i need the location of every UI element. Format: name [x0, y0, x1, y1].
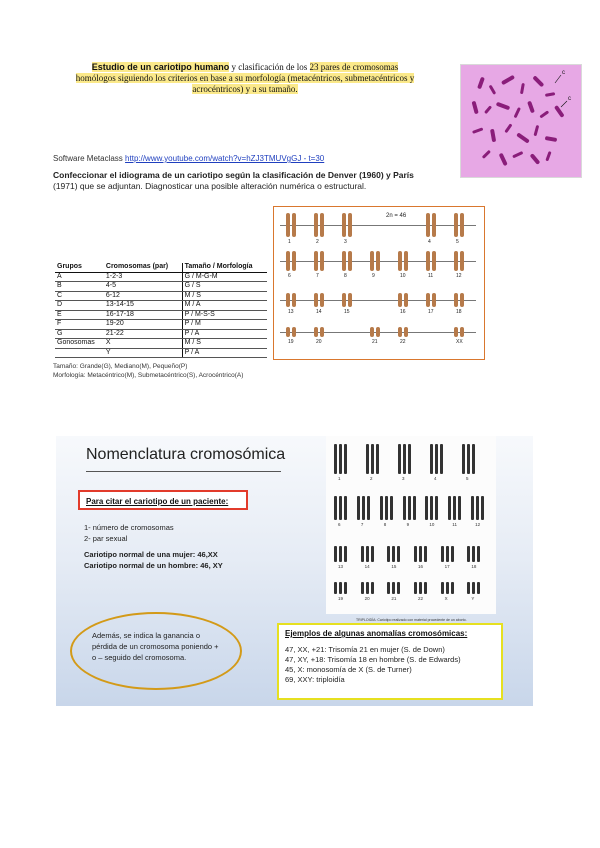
- chromosome-number: 14: [316, 309, 322, 315]
- chromosome: [414, 582, 417, 594]
- chromosome: [292, 327, 296, 337]
- chromosome: [454, 213, 458, 237]
- chromosome: [390, 496, 393, 520]
- chromosome-number: 13: [288, 309, 294, 315]
- chromosome: [453, 496, 456, 520]
- chromosome-number: 9: [372, 273, 375, 279]
- instructions-rest: (1971) que se adjuntan. Diagnosticar una posible alteración numérica o estructural.: [53, 181, 367, 191]
- chromosome-number: 7: [360, 522, 364, 527]
- chromosome-number: 5: [456, 239, 459, 245]
- chromosome-number: Y: [471, 596, 475, 601]
- chromosome: [286, 293, 290, 307]
- list-item: 47, XY, +18: Trisomía 18 en hombre (S. de Edwards): [285, 655, 461, 664]
- chromosome: [314, 251, 318, 271]
- chromosome: [446, 546, 449, 562]
- chromosome-number: 18: [471, 564, 477, 569]
- table-header: Grupos: [55, 263, 104, 272]
- chromosome: [451, 582, 454, 594]
- table-header: Cromosomas (par): [104, 263, 182, 272]
- table-row: [55, 310, 267, 320]
- table-row: [55, 291, 267, 301]
- chromosome: [286, 213, 290, 237]
- table-cell: B: [55, 282, 104, 292]
- table-cell: 21-22: [104, 329, 182, 339]
- chromosome: [414, 546, 417, 562]
- normal-male: Cariotipo normal de un hombre: 46, XY: [84, 561, 223, 570]
- chromosome: [398, 444, 401, 474]
- software-line: [53, 154, 324, 163]
- chromosome-number: 19: [338, 596, 344, 601]
- chromosome: [371, 582, 374, 594]
- table-row: [55, 282, 267, 292]
- chromosome: [370, 327, 374, 337]
- table-cell: 6-12: [104, 291, 182, 301]
- normal-female: Cariotipo normal de una mujer: 46,XX: [84, 550, 218, 559]
- chromosome: [370, 251, 374, 271]
- chromosome: [454, 293, 458, 307]
- chromosome-number: 6: [338, 522, 341, 527]
- chromosome: [292, 251, 296, 271]
- chromosome: [344, 582, 347, 594]
- chromosome: [362, 496, 365, 520]
- list-item: 1- número de cromosomas: [84, 523, 174, 532]
- svg-text:c: c: [568, 96, 571, 102]
- title-underline: [86, 471, 281, 472]
- table-cell: Y: [104, 348, 182, 358]
- table-cell: P / M-S-S: [182, 310, 267, 320]
- chromosome-number: 3: [402, 476, 405, 481]
- table-cell: Gonosomas: [55, 339, 104, 349]
- chromosome: [371, 546, 374, 562]
- chromosome: [334, 444, 337, 474]
- table-row: [55, 339, 267, 349]
- chromosome: [460, 327, 464, 337]
- chromosome: [408, 496, 411, 520]
- chromosome: [392, 546, 395, 562]
- chromosome: [398, 327, 402, 337]
- list-item: 47, XX, +21: Trisomía 21 en mujer (S. de Down): [285, 645, 445, 654]
- chromosome-number: 4: [428, 239, 431, 245]
- table-row: [55, 329, 267, 339]
- chromosome: [286, 327, 290, 337]
- chromosome: [408, 444, 411, 474]
- chromosome: [380, 496, 383, 520]
- instructions: [53, 170, 453, 192]
- table-row: [55, 301, 267, 311]
- chromosome: [476, 496, 479, 520]
- chromosome-number: 20: [316, 339, 322, 345]
- chromosome-number: 2: [370, 476, 373, 481]
- chromosome: [432, 293, 436, 307]
- chromosome: [339, 546, 342, 562]
- table-cell: M / S: [182, 339, 267, 349]
- chromosome: [339, 444, 342, 474]
- chromosome: [366, 546, 369, 562]
- chromosome: [357, 496, 360, 520]
- chromosome: [344, 546, 347, 562]
- chromosome: [472, 546, 475, 562]
- legend-morphology: Morfología: Metacéntrico(M), Submetacéntrico(S), Acrocéntrico(A): [53, 372, 244, 379]
- chromosome-number: 9: [406, 522, 410, 527]
- chromosome: [441, 582, 444, 594]
- list-item: 2- par sexual: [84, 534, 128, 543]
- table-legend: [53, 362, 243, 380]
- chromosome: [454, 251, 458, 271]
- chromosome: [334, 582, 337, 594]
- list-item: 45, X: monosomía de X (S. de Turner): [285, 665, 412, 674]
- chromosome: [398, 293, 402, 307]
- chromosome-number: 19: [288, 339, 294, 345]
- table-cell: P / A: [182, 348, 267, 358]
- chromosome: [454, 327, 458, 337]
- oval-note-text: Además, se indica la ganancia o pérdida de un cromosoma poniendo + o – seguido del cromosoma.: [92, 631, 219, 662]
- chromosome: [320, 293, 324, 307]
- chromosome: [376, 251, 380, 271]
- chromosome: [385, 496, 388, 520]
- chromosome: [387, 546, 390, 562]
- table-cell: C: [55, 291, 104, 301]
- chromosome-number: 15: [391, 564, 397, 569]
- chromosome: [446, 582, 449, 594]
- chromosome: [460, 293, 464, 307]
- chromosome-number: 21: [391, 596, 397, 601]
- chromosome-number: 3: [344, 239, 347, 245]
- chromosome-number: 15: [344, 309, 350, 315]
- chromosome-number: 1: [288, 239, 291, 245]
- chromosome: [471, 496, 474, 520]
- legend-size: Tamaño: Grande(G), Mediano(M), Pequeño(P): [53, 363, 188, 370]
- table-cell: 13-14-15: [104, 301, 182, 311]
- table-cell: M / S: [182, 291, 267, 301]
- title-bold: Estudio de un cariotipo humano: [91, 62, 230, 72]
- chromosome: [441, 546, 444, 562]
- table-cell: X: [104, 339, 182, 349]
- chromosome: [342, 293, 346, 307]
- chromosome-number: XX: [456, 339, 463, 345]
- table-cell: F: [55, 320, 104, 330]
- chromosome: [366, 582, 369, 594]
- chromosome: [467, 546, 470, 562]
- chromosome: [292, 213, 296, 237]
- chromosome: [462, 444, 465, 474]
- table-row: [55, 272, 267, 282]
- anomalies-box: [277, 623, 503, 700]
- chromosome-number: 17: [428, 309, 434, 315]
- chromosome-number: 1: [338, 476, 341, 481]
- chromosome: [320, 327, 324, 337]
- title-rest: homólogos siguiendo los criterios en base a su morfología (metacéntricos, submetacéntricos y acrocéntricos) y a su tamaño.: [75, 73, 415, 94]
- chromosome-number: 5: [466, 476, 469, 481]
- chromosome-number: 11: [428, 273, 434, 279]
- table-cell: P / M: [182, 320, 267, 330]
- table-cell: 1-2-3: [104, 272, 182, 282]
- list-item: 69, XXY: triploidía: [285, 675, 345, 684]
- table-cell: [55, 348, 104, 358]
- metaphase-spread-image: [460, 64, 582, 178]
- chromosome: [348, 293, 352, 307]
- table-row: [55, 348, 267, 358]
- table-cell: G / S: [182, 282, 267, 292]
- chromosome-number: 10: [400, 273, 406, 279]
- chromosome-number: 14: [364, 564, 370, 569]
- chromosome: [419, 582, 422, 594]
- table-cell: D: [55, 301, 104, 311]
- software-label: Software Metaclass: [53, 154, 123, 163]
- table-row: [55, 320, 267, 330]
- chromosome-number: 16: [418, 564, 424, 569]
- chromosome: [451, 546, 454, 562]
- chromosome: [460, 213, 464, 237]
- chromosome: [403, 444, 406, 474]
- chromosome: [397, 582, 400, 594]
- chromosome-number: 17: [444, 564, 450, 569]
- chromosome: [314, 327, 318, 337]
- centromere-line: [280, 225, 476, 226]
- table-header-row: [55, 263, 267, 272]
- chromosome: [424, 546, 427, 562]
- chromosome: [342, 213, 346, 237]
- table-cell: M / A: [182, 301, 267, 311]
- chromosome: [458, 496, 461, 520]
- chromosome: [348, 251, 352, 271]
- chromosome: [404, 293, 408, 307]
- chromosome: [398, 251, 402, 271]
- centromere-line: [280, 300, 476, 301]
- svg-text:c: c: [562, 70, 565, 76]
- chromosome-number: 13: [338, 564, 344, 569]
- chromosome: [361, 546, 364, 562]
- chromosome: [392, 582, 395, 594]
- document-title: [55, 62, 435, 95]
- chromosome: [419, 546, 422, 562]
- chromosome: [348, 213, 352, 237]
- title-highlight: 23 pares de cromosomas: [309, 62, 399, 72]
- chromosome-number: 20: [364, 596, 370, 601]
- table-cell: A: [55, 272, 104, 282]
- chromosome: [472, 582, 475, 594]
- chromosome-number: 12: [475, 522, 481, 527]
- table-cell: G: [55, 329, 104, 339]
- cite-list: [84, 522, 174, 544]
- chromosome-number: 8: [383, 522, 387, 527]
- karyotype-figure: [273, 206, 485, 360]
- chromosome: [314, 213, 318, 237]
- instructions-bold: Confeccionar el idiograma de un cariotipo según la clasificación de Denver (1960) y París: [53, 170, 414, 180]
- chromosome: [426, 213, 430, 237]
- chromosome: [477, 546, 480, 562]
- chromosome: [467, 582, 470, 594]
- chromosome: [371, 444, 374, 474]
- chromosome: [432, 213, 436, 237]
- table-cell: E: [55, 310, 104, 320]
- chromosome: [344, 444, 347, 474]
- table-header: Tamaño / Morfología: [182, 263, 267, 272]
- cite-heading-box: Para citar el cariotipo de un paciente:: [78, 490, 248, 510]
- chromosome: [426, 251, 430, 271]
- nomenclature-slide: [56, 436, 533, 706]
- chromosome: [397, 546, 400, 562]
- chromosome: [366, 444, 369, 474]
- chromosome-number: 22: [418, 596, 424, 601]
- karyotype-label: 2n = 46: [386, 213, 407, 219]
- chromosome: [425, 496, 428, 520]
- chromosome-number: 12: [456, 273, 462, 279]
- chromosome: [467, 444, 470, 474]
- triploidy-karyotype-photo: [326, 436, 496, 614]
- chromosome: [481, 496, 484, 520]
- chromosome: [440, 444, 443, 474]
- chromosome: [477, 582, 480, 594]
- chromosome: [403, 496, 406, 520]
- title-mid: y clasificación de los: [229, 62, 310, 72]
- chromosome-number: 6: [288, 273, 291, 279]
- chromosome-number: 11: [452, 522, 457, 527]
- chromosome: [320, 251, 324, 271]
- chromosome-number: 22: [400, 339, 406, 345]
- youtube-link[interactable]: http://www.youtube.com/watch?v=hZJ3TMUVgGJ - t=30: [125, 154, 325, 163]
- chromosome-number: 18: [456, 309, 462, 315]
- table-cell: P / A: [182, 329, 267, 339]
- chromosome: [334, 496, 337, 520]
- chromosome: [430, 444, 433, 474]
- chromosome-number: 21: [372, 339, 378, 345]
- normal-karyotypes: [84, 549, 223, 571]
- chromosome: [334, 546, 337, 562]
- chromosome: [376, 444, 379, 474]
- chromosome: [435, 444, 438, 474]
- chromosome: [320, 213, 324, 237]
- chromosome-number: X: [444, 596, 448, 601]
- chromosome: [344, 496, 347, 520]
- table-cell: 4-5: [104, 282, 182, 292]
- slide-title: Nomenclatura cromosómica: [86, 446, 286, 463]
- chromosome: [292, 293, 296, 307]
- chromosome: [339, 582, 342, 594]
- chromosome-number: 7: [316, 273, 319, 279]
- table-cell: 19-20: [104, 320, 182, 330]
- chromosome: [387, 582, 390, 594]
- anomalies-title: Ejemplos de algunas anomalías cromosómicas:: [285, 629, 468, 638]
- chromosome: [286, 251, 290, 271]
- table-cell: G / M-G-M: [182, 272, 267, 282]
- photo-caption: TRIPLOIDÍA: Cariotipo realizado con material procedente de un aborto.: [356, 618, 467, 622]
- chromosome-groups-table: [55, 263, 267, 358]
- chromosome-number: 2: [316, 239, 319, 245]
- chromosome: [314, 293, 318, 307]
- table-cell: 16-17-18: [104, 310, 182, 320]
- chromosome: [404, 251, 408, 271]
- chromosome: [367, 496, 370, 520]
- chromosome-number: 16: [400, 309, 406, 315]
- chromosome: [404, 327, 408, 337]
- chromosome: [413, 496, 416, 520]
- chromosome: [426, 293, 430, 307]
- chromosome: [342, 251, 346, 271]
- chromosome-number: 8: [344, 273, 347, 279]
- chromosome: [432, 251, 436, 271]
- chromosome: [361, 582, 364, 594]
- chromosome: [376, 327, 380, 337]
- chromosome: [430, 496, 433, 520]
- chromosome-number: 4: [434, 476, 437, 481]
- chromosome: [448, 496, 451, 520]
- chromosome-number: 10: [429, 522, 435, 527]
- chromosome: [339, 496, 342, 520]
- chromosome: [472, 444, 475, 474]
- chromosome: [435, 496, 438, 520]
- chromosome: [460, 251, 464, 271]
- chromosome: [424, 582, 427, 594]
